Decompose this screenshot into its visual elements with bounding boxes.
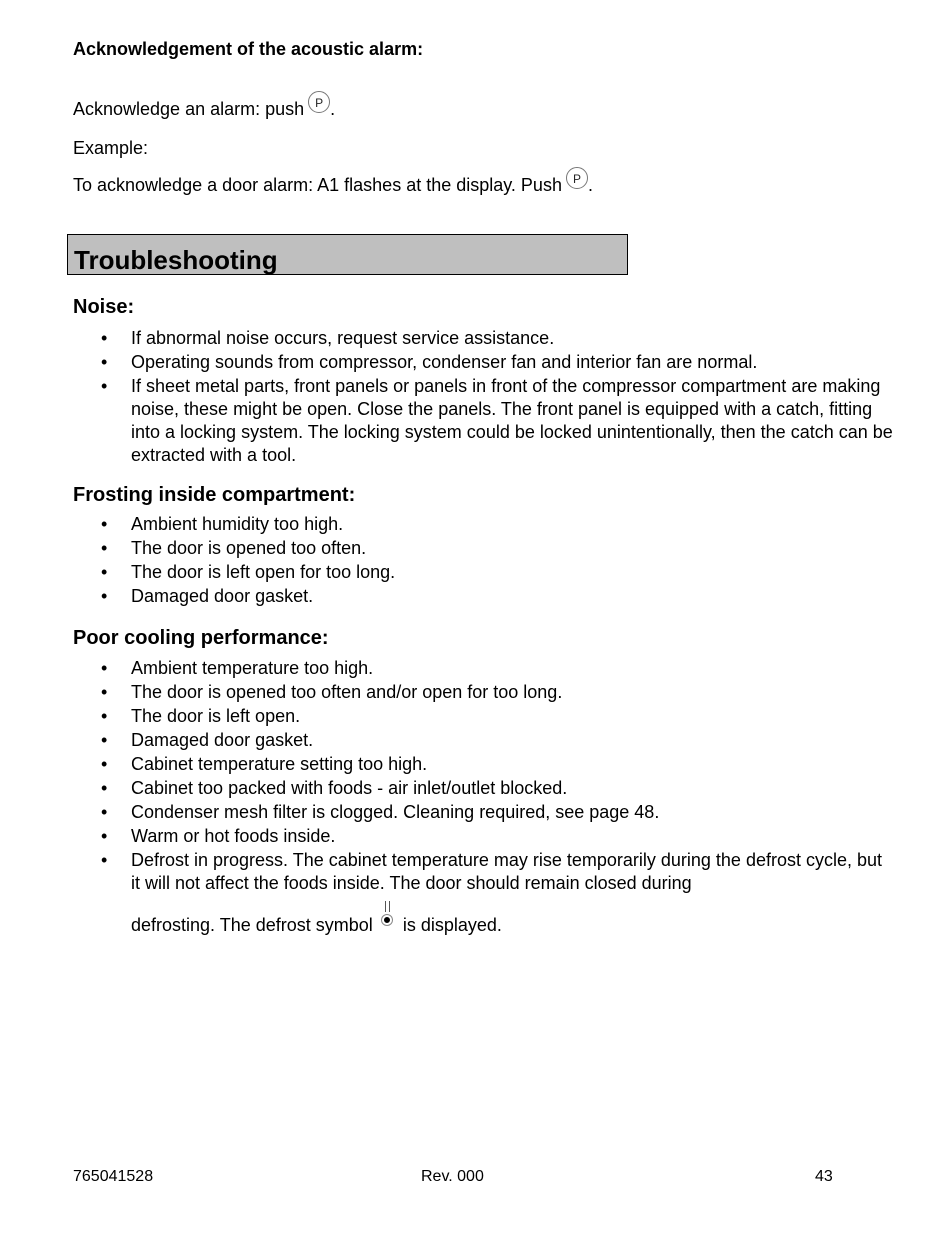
list-item: • Cabinet temperature setting too high. bbox=[73, 753, 893, 776]
defrost-icon bbox=[378, 913, 398, 933]
ack-line bbox=[73, 91, 335, 121]
section-title: Troubleshooting bbox=[74, 245, 278, 275]
list-item: • The door is left open. bbox=[73, 705, 893, 728]
list-item: • Damaged door gasket. bbox=[73, 729, 893, 752]
noise-heading: Noise: bbox=[73, 296, 135, 318]
ack-line-text: Acknowledge an alarm: push bbox=[73, 99, 305, 119]
ack-heading: Acknowledgement of the acoustic alarm: bbox=[73, 39, 424, 59]
list-item: • Cabinet too packed with foods - air inlet/outlet blocked. bbox=[73, 777, 893, 800]
list-item-defrost bbox=[73, 849, 893, 937]
list-item: • The door is left open for too long. bbox=[73, 561, 893, 584]
example-line bbox=[73, 167, 593, 197]
defrost-text-3: is displayed. bbox=[402, 915, 502, 935]
list-item: • Operating sounds from compressor, condenser fan and interior fan are normal. bbox=[73, 351, 893, 374]
list-item: • The door is opened too often. bbox=[73, 537, 893, 560]
list-item: • Warm or hot foods inside. bbox=[73, 825, 893, 848]
defrost-text-1: Defrost in progress. The cabinet temperature may rise temporarily during the defrost cycle, but it will not affect the foods inside. The door should remain closed during bbox=[131, 850, 883, 893]
frosting-heading: Frosting inside compartment: bbox=[73, 484, 356, 506]
defrost-text-2: defrosting. The defrost symbol bbox=[131, 915, 373, 935]
section-header-box bbox=[67, 234, 628, 275]
list-item: • If abnormal noise occurs, request service assistance. bbox=[73, 327, 893, 350]
p-button-icon: P bbox=[308, 91, 330, 113]
example-line-text: To acknowledge a door alarm: A1 flashes at the display. Push bbox=[73, 175, 562, 195]
list-item: • Damaged door gasket. bbox=[73, 585, 893, 608]
ack-line-period: . bbox=[330, 99, 336, 119]
footer-page-number: 43 bbox=[815, 1168, 833, 1185]
defrost-line bbox=[131, 913, 893, 937]
example-label: Example: bbox=[73, 138, 149, 158]
cooling-list bbox=[73, 657, 893, 938]
cooling-heading: Poor cooling performance: bbox=[73, 627, 329, 649]
frosting-list bbox=[73, 513, 893, 609]
example-line-period: . bbox=[587, 175, 593, 195]
list-item: • Ambient temperature too high. bbox=[73, 657, 893, 680]
list-item: • The door is opened too often and/or open for too long. bbox=[73, 681, 893, 704]
list-item: • Ambient humidity too high. bbox=[73, 513, 893, 536]
noise-list bbox=[73, 327, 893, 468]
list-item: • Condenser mesh filter is clogged. Cleaning required, see page 48. bbox=[73, 801, 893, 824]
list-item: • If sheet metal parts, front panels or panels in front of the compressor compartment are making noise, these might be open. Close the panels. The front panel is equipped with a catch, fitting into a locking system. The locking system could be locked unintentionally, then the catch can be extracted with a tool. bbox=[73, 375, 893, 467]
p-button-icon: P bbox=[566, 167, 588, 189]
footer-doc-number: 765041528 bbox=[73, 1168, 154, 1185]
footer-revision: Rev. 000 bbox=[421, 1168, 484, 1185]
